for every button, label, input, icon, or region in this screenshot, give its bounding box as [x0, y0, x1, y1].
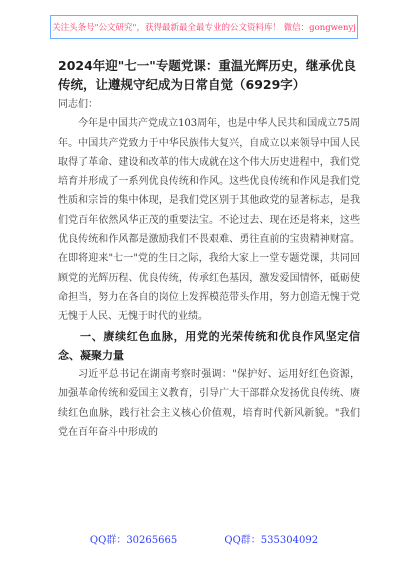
intro-paragraph: 今年是中国共产党成立103周年，也是中华人民共和国成立75周年。中国共产党致力于中华民族伟大复兴，自成立以来领导中国人民取得了革命、建设和改革的伟大成就在这个伟大历史进程中，我们党培育并形成了一系列优良传统和作风。这些优良传统和作风是我们党性质和宗旨的集中体现，是我们党区别于其他政党的显著标志，是我们党百年依然风华正茂的重要法宝。不论过去、现在还是将来，这些优良传统和作风都是激励我们不畏艰难、勇往直前的宝贵精神财富。在即将迎来"七一"党的生日之际，我给大家上一堂专题党课，共同回顾党的光辉历程、优良传统，传承红色基因，激发爱国情怀，砥砺使命担当，努力在各自的岗位上发挥模范带头作用，努力创造无愧于党无愧于人民、无愧于时代的业绩。	[58, 118, 360, 323]
promo-banner[interactable]	[50, 15, 358, 39]
qq-group-1[interactable]: QQ群：30265665	[89, 535, 178, 546]
document-title: 2024年迎"七一"专题党课：重温光辉历史，继承优良传统，让遵规守纪成为日常自觉（6929字）	[58, 58, 356, 92]
section-heading: 一、赓续红色血脉，用党的光荣传统和优良作风坚定信念、凝聚力量	[58, 329, 360, 362]
qq-group-2[interactable]: QQ群：535304092	[224, 535, 319, 546]
promo-banner-text: 关注头条号"公文研究"，获得最新最全最专业的公文资料库！ 微信：gongwenyj	[52, 23, 356, 33]
footer-contacts	[0, 531, 408, 546]
section-paragraph: 习近平总书记在湖南考察时强调："保护好、运用好红色资源，加强革命传统和爱国主义教育，引导广大干部群众发扬优良传统、赓续红色血脉，践行社会主义核心价值观，培育时代新风新貌。"我们党在百年奋斗中形成的	[58, 369, 360, 439]
document-body	[58, 95, 360, 442]
salutation: 同志们：	[58, 99, 98, 110]
